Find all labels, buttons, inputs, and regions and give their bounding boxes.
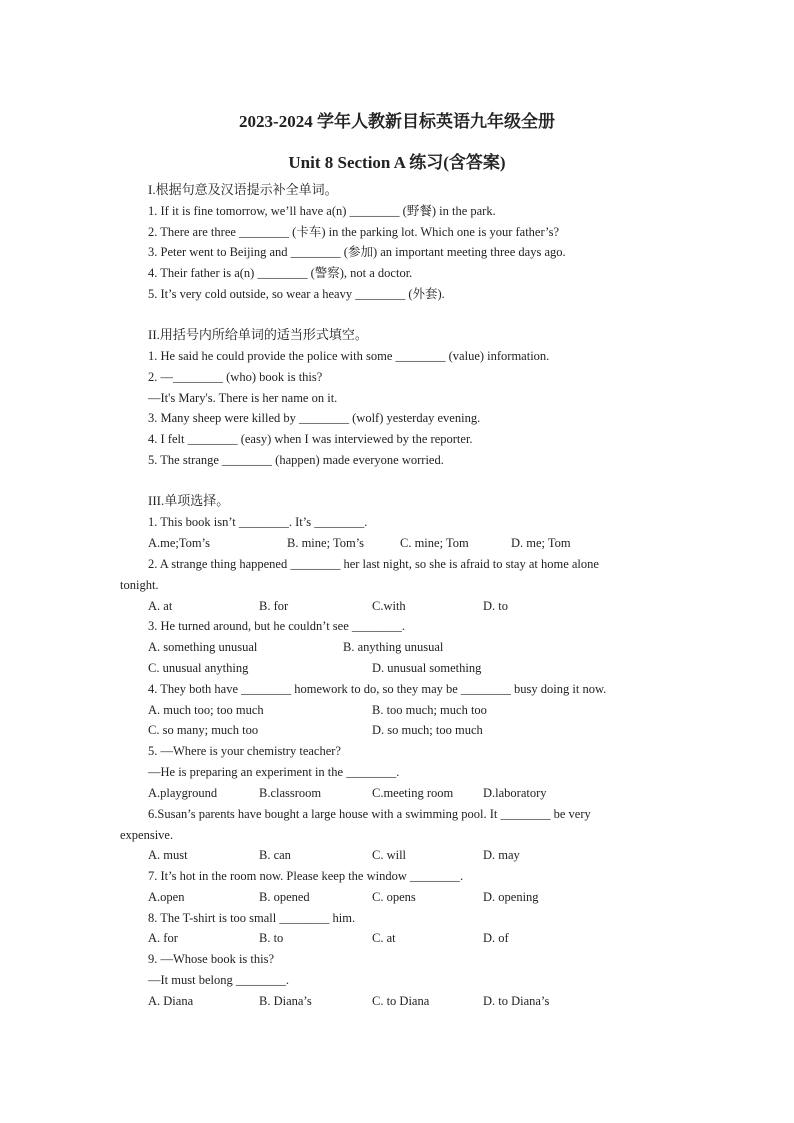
section-2-q2-answer-line: —It's Mary's. There is her name on it. bbox=[148, 391, 338, 405]
section-3-q6-option-b: B. can bbox=[259, 848, 291, 862]
section-3-q1-option-b: B. mine; Tom’s bbox=[287, 536, 365, 550]
section-3-q5-stem: 5. —Where is your chemistry teacher? bbox=[148, 744, 341, 758]
section-3-q2-option-c: C.with bbox=[372, 599, 406, 613]
section-3-q1-option-a: A.me;Tom’s bbox=[148, 536, 210, 550]
section-3-q5-stem-cont: —He is preparing an experiment in the ________. bbox=[148, 765, 400, 779]
section-1-q4: 4. Their father is a(n) ________ (警察), not a doctor. bbox=[148, 266, 413, 280]
section-3-q5-option-b: B.classroom bbox=[259, 786, 322, 800]
section-3-q3-option-c: C. unusual anything bbox=[148, 661, 249, 675]
section-3-q8-option-a: A. for bbox=[148, 931, 178, 945]
document-title: 2023-2024 学年人教新目标英语九年级全册 bbox=[239, 112, 555, 131]
document-subtitle: Unit 8 Section A 练习(含答案) bbox=[288, 153, 506, 172]
section-1-q5: 5. It’s very cold outside, so wear a heavy ________ (外套). bbox=[148, 287, 445, 301]
section-3-q4-option-b: B. too much; much too bbox=[372, 703, 487, 717]
section-3-q7-option-c: C. opens bbox=[372, 890, 416, 904]
section-3-q2-option-a: A. at bbox=[148, 599, 173, 613]
section-2-q2: 2. —________ (who) book is this? bbox=[148, 370, 323, 384]
section-3-q4-option-d: D. so much; too much bbox=[372, 723, 483, 737]
section-3-q8-option-d: D. of bbox=[483, 931, 509, 945]
section-2-q3: 3. Many sheep were killed by ________ (wolf) yesterday evening. bbox=[148, 411, 481, 425]
section-2-q5: 5. The strange ________ (happen) made everyone worried. bbox=[148, 453, 444, 467]
section-3-q5-option-d: D.laboratory bbox=[483, 786, 547, 800]
section-3-q3-option-d: D. unusual something bbox=[372, 661, 482, 675]
section-2-q1: 1. He said he could provide the police with some ________ (value) information. bbox=[148, 349, 550, 363]
section-3-q3-stem: 3. He turned around, but he couldn’t see ________. bbox=[148, 619, 406, 633]
section-3-q9-option-b: B. Diana’s bbox=[259, 994, 312, 1008]
section-3-q5-option-c: C.meeting room bbox=[372, 786, 454, 800]
section-1-q2: 2. There are three ________ (卡车) in the parking lot. Which one is your father’s? bbox=[148, 225, 559, 239]
section-1-q3: 3. Peter went to Beijing and ________ (参加) an important meeting three days ago. bbox=[148, 245, 566, 259]
section-3-q6-option-a: A. must bbox=[148, 848, 188, 862]
section-3-q6-option-d: D. may bbox=[483, 848, 520, 862]
section-3-q2-option-d: D. to bbox=[483, 599, 508, 613]
section-3-q7-option-b: B. opened bbox=[259, 890, 310, 904]
section-3-q6-stem-cont: expensive. bbox=[120, 828, 174, 842]
section-3-q2-stem-cont: tonight. bbox=[120, 578, 159, 592]
section-3-q1-option-c: C. mine; Tom bbox=[400, 536, 469, 550]
section-3-q9-option-c: C. to Diana bbox=[372, 994, 430, 1008]
section-3-q9-stem-cont: —It must belong ________. bbox=[148, 973, 289, 987]
section-1-q1: 1. If it is fine tomorrow, we’ll have a(n) ________ (野餐) in the park. bbox=[148, 204, 496, 218]
section-3-q2-stem: 2. A strange thing happened ________ her last night, so she is afraid to stay at home alone bbox=[148, 557, 599, 571]
section-2-q4: 4. I felt ________ (easy) when I was interviewed by the reporter. bbox=[148, 432, 473, 446]
section-3-q3-option-b: B. anything unusual bbox=[343, 640, 444, 654]
section-3-q5-option-a: A.playground bbox=[148, 786, 218, 800]
section-3-q9-stem: 9. —Whose book is this? bbox=[148, 952, 275, 966]
section-3-q9-option-a: A. Diana bbox=[148, 994, 194, 1008]
section-1-heading: I.根据句意及汉语提示补全单词。 bbox=[148, 182, 338, 197]
section-3-q8-option-c: C. at bbox=[372, 931, 396, 945]
section-3-q7-stem: 7. It’s hot in the room now. Please keep the window ________. bbox=[148, 869, 464, 883]
section-3-q4-option-c: C. so many; much too bbox=[148, 723, 259, 737]
section-3-q4-stem: 4. They both have ________ homework to do, so they may be ________ busy doing it now. bbox=[148, 682, 607, 696]
section-3-q3-option-a: A. something unusual bbox=[148, 640, 258, 654]
section-3-q2-option-b: B. for bbox=[259, 599, 289, 613]
section-3-q6-option-c: C. will bbox=[372, 848, 407, 862]
section-3-heading: III.单项选择。 bbox=[148, 493, 230, 508]
section-2-heading: II.用括号内所给单词的适当形式填空。 bbox=[148, 327, 368, 342]
section-3-q1-option-d: D. me; Tom bbox=[511, 536, 571, 550]
section-3-q7-option-d: D. opening bbox=[483, 890, 539, 904]
section-3-q7-option-a: A.open bbox=[148, 890, 185, 904]
section-3-q8-stem: 8. The T-shirt is too small ________ him. bbox=[148, 911, 356, 925]
section-3-q1-stem: 1. This book isn’t ________. It’s ________. bbox=[148, 515, 368, 529]
section-3-q6-stem: 6.Susan’s parents have bought a large house with a swimming pool. It ________ be very bbox=[148, 807, 591, 821]
section-3-q9-option-d: D. to Diana’s bbox=[483, 994, 550, 1008]
section-3-q8-option-b: B. to bbox=[259, 931, 284, 945]
section-3-q4-option-a: A. much too; too much bbox=[148, 703, 264, 717]
